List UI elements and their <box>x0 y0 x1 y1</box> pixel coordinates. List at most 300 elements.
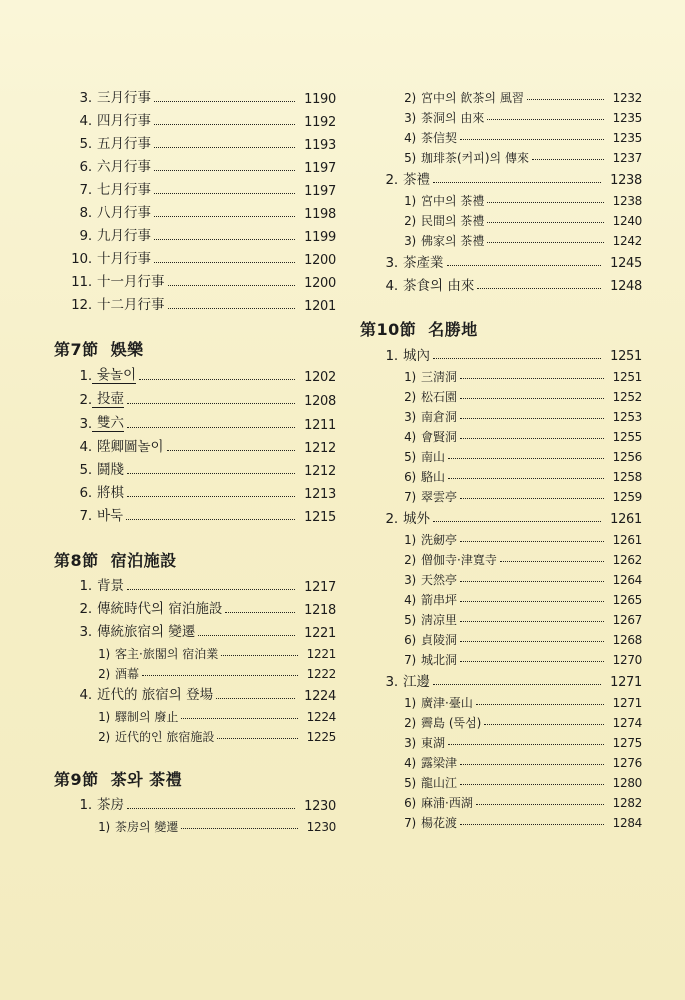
entry-title: 駱山 <box>421 470 446 484</box>
entry-number: 1. <box>79 578 92 594</box>
dot-leader <box>433 357 601 359</box>
dot-leader <box>154 215 295 217</box>
entry-number: 12. <box>71 297 92 313</box>
toc-entry[interactable] <box>52 668 336 680</box>
entry-page-number: 1202 <box>304 369 336 385</box>
entry-number: 1. <box>385 347 398 364</box>
entry-title: 珈琲茶(커피)의 傳來 <box>421 151 529 165</box>
toc-entry[interactable] <box>52 799 336 813</box>
entry-number: 3) <box>404 111 416 125</box>
entry-page-number: 1213 <box>304 486 336 502</box>
entry-title: 城內 <box>403 347 430 364</box>
toc-entry[interactable] <box>52 115 336 129</box>
dot-leader <box>198 634 295 636</box>
entry-number: 7) <box>404 490 416 504</box>
toc-entry[interactable] <box>52 711 336 723</box>
entry-page-number: 1251 <box>612 370 642 384</box>
entry-page-number: 1225 <box>306 729 336 744</box>
entry-number: 4) <box>404 756 416 770</box>
entry-number: 2) <box>404 91 416 105</box>
dot-leader <box>487 221 604 223</box>
entry-title: 十二月行事 <box>97 297 165 313</box>
toc-entry[interactable] <box>358 132 642 144</box>
entry-number: 3) <box>404 736 416 750</box>
section-title: 名勝地 <box>428 320 478 339</box>
toc-entry[interactable] <box>52 184 336 198</box>
entry-page-number: 1215 <box>304 509 336 525</box>
dot-leader <box>460 783 604 785</box>
toc-entry[interactable] <box>358 215 642 227</box>
dot-leader <box>433 520 601 522</box>
toc-entry[interactable] <box>52 689 336 703</box>
entry-title: 麻浦·西湖 <box>421 796 473 810</box>
entry-page-number: 1224 <box>304 688 336 704</box>
entry-number: 2) <box>404 716 416 730</box>
toc-entry[interactable] <box>358 554 642 566</box>
entry-number: 1) <box>404 696 416 710</box>
toc-entry[interactable] <box>358 594 642 606</box>
dot-leader <box>476 803 604 805</box>
entry-page-number: 1208 <box>304 393 336 409</box>
toc-entry[interactable] <box>358 277 642 294</box>
dot-leader <box>487 118 604 120</box>
entry-title: 驛制의 廢止 <box>115 709 179 724</box>
entry-number: 1. <box>79 368 92 384</box>
entry-title: 廣津·臺山 <box>421 696 473 710</box>
toc-entry[interactable] <box>52 626 336 640</box>
entry-number: 4. <box>79 113 92 129</box>
toc-entry[interactable] <box>358 195 642 207</box>
entry-number: 3. <box>385 254 398 271</box>
dot-leader <box>154 169 295 171</box>
entry-number: 4. <box>79 439 92 455</box>
toc-entry[interactable] <box>358 491 642 503</box>
toc-entry[interactable] <box>358 235 642 247</box>
toc-entry[interactable] <box>52 299 336 313</box>
entry-title: 江邊 <box>403 673 430 690</box>
section-heading <box>358 317 642 340</box>
entry-number: 4) <box>404 131 416 145</box>
entry-title: 客主·旅閣의 宿泊業 <box>115 646 219 661</box>
dot-leader <box>142 674 298 676</box>
entry-number: 1. <box>79 797 92 813</box>
dot-leader <box>225 611 295 613</box>
entry-title: 三月行事 <box>97 90 151 106</box>
toc-entry[interactable] <box>358 431 642 443</box>
dot-leader <box>221 654 298 656</box>
entry-title: 酒幕 <box>115 666 140 681</box>
entry-title: 四月行事 <box>97 113 151 129</box>
dot-leader <box>460 763 604 765</box>
entry-number: 11. <box>71 274 92 290</box>
section-number: 第10節 <box>360 320 417 339</box>
entry-page-number: 1197 <box>304 183 336 199</box>
section-number: 第9節 <box>54 769 99 789</box>
entry-title: 翠雲亭 <box>421 490 458 504</box>
entry-page-number: 1224 <box>306 709 336 724</box>
toc-entry[interactable] <box>358 92 642 104</box>
entry-number: 7) <box>404 653 416 667</box>
toc-entry[interactable] <box>52 464 336 478</box>
dot-leader <box>217 737 298 739</box>
entry-number: 3. <box>79 416 92 432</box>
entry-title: 貞陵洞 <box>421 633 458 647</box>
entry-page-number: 1264 <box>612 573 642 587</box>
entry-page-number: 1259 <box>612 490 642 504</box>
entry-number: 7) <box>404 816 416 830</box>
entry-page-number: 1197 <box>304 160 336 176</box>
entry-title: 露梁津 <box>421 756 458 770</box>
dot-leader <box>154 238 295 240</box>
toc-entry[interactable] <box>52 230 336 244</box>
toc-entry[interactable] <box>358 777 642 789</box>
entry-number: 1) <box>98 819 110 834</box>
toc-entry[interactable] <box>358 614 642 626</box>
entry-page-number: 1193 <box>304 137 336 153</box>
section-heading <box>52 767 336 790</box>
entry-number: 6) <box>404 796 416 810</box>
section-number: 第8節 <box>54 550 99 570</box>
entry-number: 4. <box>79 687 92 703</box>
entry-page-number: 1212 <box>304 463 336 479</box>
dot-leader <box>460 437 604 439</box>
entry-page-number: 1230 <box>306 819 336 834</box>
entry-number: 2) <box>98 729 110 744</box>
entry-number: 2. <box>79 392 92 408</box>
entry-page-number: 1222 <box>306 666 336 681</box>
entry-title: 鬪牋 <box>97 462 124 478</box>
entry-page-number: 1221 <box>306 646 336 661</box>
entry-page-number: 1258 <box>612 470 642 484</box>
entry-page-number: 1232 <box>612 91 642 105</box>
dot-leader <box>460 397 604 399</box>
section-title: 宿泊施設 <box>110 550 177 570</box>
toc-entry[interactable] <box>52 648 336 660</box>
dot-leader <box>476 703 604 705</box>
entry-title: 八月行事 <box>97 205 151 221</box>
entry-number: 3) <box>404 410 416 424</box>
entry-number: 3. <box>79 90 92 106</box>
dot-leader <box>127 402 295 404</box>
toc-entry[interactable] <box>358 451 642 463</box>
toc-entry[interactable] <box>358 574 642 586</box>
entry-title: 投壺 <box>92 393 124 408</box>
entry-number: 5) <box>404 151 416 165</box>
entry-page-number: 1282 <box>612 796 642 810</box>
entry-page-number: 1271 <box>610 675 642 690</box>
entry-page-number: 1276 <box>612 756 642 770</box>
dot-leader <box>460 640 604 642</box>
entry-page-number: 1200 <box>304 275 336 291</box>
entry-page-number: 1242 <box>612 234 642 248</box>
section-heading <box>52 548 336 571</box>
entry-title: 三淸洞 <box>421 370 458 384</box>
dot-leader <box>448 477 604 479</box>
entry-title: 將棋 <box>97 485 124 501</box>
entry-title: 六月行事 <box>97 159 151 175</box>
toc-columns <box>52 92 642 833</box>
dot-leader <box>127 807 295 809</box>
entry-title: 茶信契 <box>421 131 458 145</box>
entry-title: 茶洞의 由來 <box>421 111 485 125</box>
entry-title: 五月行事 <box>97 136 151 152</box>
entry-title: 茶房의 變遷 <box>115 819 179 834</box>
entry-page-number: 1284 <box>612 816 642 830</box>
dot-leader <box>460 540 604 542</box>
entry-number: 3. <box>79 624 92 640</box>
entry-title: 天然亭 <box>421 573 458 587</box>
toc-entry[interactable] <box>358 391 642 403</box>
entry-page-number: 1211 <box>304 417 336 433</box>
entry-page-number: 1275 <box>612 736 642 750</box>
toc-entry[interactable] <box>358 534 642 546</box>
entry-number: 1) <box>404 370 416 384</box>
entry-page-number: 1238 <box>612 194 642 208</box>
entry-number: 10. <box>71 251 92 267</box>
entry-number: 7. <box>79 182 92 198</box>
toc-entry[interactable] <box>52 441 336 455</box>
entry-title: 洗劒亭 <box>421 533 458 547</box>
entry-page-number: 1221 <box>304 625 336 641</box>
entry-title: 雙六 <box>92 417 124 432</box>
entry-page-number: 1262 <box>612 553 642 567</box>
dot-leader <box>527 98 604 100</box>
dot-leader <box>484 723 604 725</box>
dot-leader <box>460 580 604 582</box>
entry-page-number: 1248 <box>610 279 642 294</box>
entry-page-number: 1270 <box>612 653 642 667</box>
toc-column-left <box>52 92 336 833</box>
entry-number: 3) <box>404 234 416 248</box>
toc-entry[interactable] <box>358 254 642 271</box>
entry-number: 1) <box>98 709 110 724</box>
toc-entry[interactable] <box>358 112 642 124</box>
entry-number: 3. <box>385 673 398 690</box>
entry-number: 2) <box>404 390 416 404</box>
toc-entry[interactable] <box>358 673 642 690</box>
entry-title: 바둑 <box>97 508 124 524</box>
entry-page-number: 1252 <box>612 390 642 404</box>
dot-leader <box>181 827 298 829</box>
entry-title: 近代的 旅宿의 登場 <box>97 687 214 703</box>
toc-entry[interactable] <box>358 471 642 483</box>
entry-page-number: 1200 <box>304 252 336 268</box>
dot-leader <box>139 378 295 380</box>
section-title: 娛樂 <box>110 339 144 359</box>
dot-leader <box>127 588 295 590</box>
entry-title: 南山 <box>421 450 446 464</box>
toc-entry[interactable] <box>52 821 336 833</box>
entry-title: 東湖 <box>421 736 446 750</box>
entry-page-number: 1245 <box>610 256 642 271</box>
entry-title: 宮中의 茶禮 <box>421 194 485 208</box>
entry-title: 箭串坪 <box>421 593 458 607</box>
toc-entry[interactable] <box>52 276 336 290</box>
entry-title: 城北洞 <box>421 653 458 667</box>
entry-page-number: 1255 <box>612 430 642 444</box>
dot-leader <box>168 284 296 286</box>
toc-entry[interactable] <box>358 347 642 364</box>
dot-leader <box>460 417 604 419</box>
entry-number: 6) <box>404 470 416 484</box>
entry-title: 윷놀이 <box>92 369 136 384</box>
entry-number: 5) <box>404 450 416 464</box>
entry-title: 南倉洞 <box>421 410 458 424</box>
toc-entry[interactable] <box>52 580 336 594</box>
entry-page-number: 1218 <box>304 602 336 618</box>
entry-number: 2. <box>79 601 92 617</box>
entry-page-number: 1237 <box>612 151 642 165</box>
toc-entry[interactable] <box>52 207 336 221</box>
toc-entry[interactable] <box>358 654 642 666</box>
entry-title: 龍山江 <box>421 776 458 790</box>
entry-page-number: 1261 <box>610 512 642 527</box>
dot-leader <box>433 683 601 685</box>
entry-page-number: 1271 <box>612 696 642 710</box>
section-heading <box>52 337 336 360</box>
dot-leader <box>168 307 296 309</box>
entry-page-number: 1230 <box>304 798 336 814</box>
entry-title: 僧伽寺·津寬寺 <box>421 553 497 567</box>
entry-number: 5) <box>404 776 416 790</box>
entry-title: 茶產業 <box>403 254 444 271</box>
toc-column-right <box>358 92 642 833</box>
entry-title: 會賢洞 <box>421 430 458 444</box>
dot-leader <box>532 158 604 160</box>
toc-entry[interactable] <box>52 731 336 743</box>
entry-number: 8. <box>79 205 92 221</box>
entry-page-number: 1274 <box>612 716 642 730</box>
toc-entry[interactable] <box>52 253 336 267</box>
toc-entry[interactable] <box>358 510 642 527</box>
entry-title: 傳統旅宿의 變遷 <box>97 624 196 640</box>
entry-page-number: 1261 <box>612 533 642 547</box>
dot-leader <box>460 620 604 622</box>
entry-page-number: 1253 <box>612 410 642 424</box>
entry-page-number: 1235 <box>612 131 642 145</box>
entry-title: 近代的인 旅宿施設 <box>115 729 215 744</box>
toc-entry[interactable] <box>52 369 336 384</box>
entry-title: 松石園 <box>421 390 458 404</box>
entry-title: 佛家의 茶禮 <box>421 234 485 248</box>
dot-leader <box>460 660 604 662</box>
dot-leader <box>477 287 601 289</box>
entry-number: 6. <box>79 485 92 501</box>
toc-entry[interactable] <box>358 411 642 423</box>
dot-leader <box>154 146 295 148</box>
entry-page-number: 1256 <box>612 450 642 464</box>
toc-entry[interactable] <box>52 92 336 106</box>
dot-leader <box>460 497 604 499</box>
entry-number: 4) <box>404 593 416 607</box>
dot-leader <box>216 697 295 699</box>
entry-number: 1) <box>98 646 110 661</box>
entry-number: 5. <box>79 462 92 478</box>
dot-leader <box>460 823 604 825</box>
dot-leader <box>167 449 295 451</box>
toc-entry[interactable] <box>358 697 642 709</box>
entry-number: 2. <box>385 171 398 188</box>
dot-leader <box>154 192 295 194</box>
dot-leader <box>181 717 298 719</box>
entry-title: 茶禮 <box>403 171 430 188</box>
toc-entry[interactable] <box>52 417 336 432</box>
entry-number: 6. <box>79 159 92 175</box>
dot-leader <box>500 560 604 562</box>
dot-leader <box>154 261 295 263</box>
entry-title: 十一月行事 <box>97 274 165 290</box>
toc-entry[interactable] <box>52 393 336 408</box>
dot-leader <box>127 472 295 474</box>
entry-title: 十月行事 <box>97 251 151 267</box>
toc-entry[interactable] <box>52 510 336 524</box>
toc-entry[interactable] <box>358 717 642 729</box>
entry-page-number: 1217 <box>304 579 336 595</box>
entry-number: 1) <box>404 194 416 208</box>
entry-page-number: 1251 <box>610 349 642 364</box>
dot-leader <box>127 495 295 497</box>
toc-entry[interactable] <box>358 171 642 188</box>
toc-entry[interactable] <box>52 603 336 617</box>
dot-leader <box>487 241 604 243</box>
toc-entry[interactable] <box>358 797 642 809</box>
dot-leader <box>460 377 604 379</box>
entry-title: 城外 <box>403 510 430 527</box>
entry-number: 3) <box>404 573 416 587</box>
entry-page-number: 1238 <box>610 173 642 188</box>
toc-entry[interactable] <box>358 152 642 164</box>
toc-entry[interactable] <box>358 737 642 749</box>
entry-title: 九月行事 <box>97 228 151 244</box>
entry-title: 楊花渡 <box>421 816 458 830</box>
entry-number: 4. <box>385 277 398 294</box>
entry-page-number: 1198 <box>304 206 336 222</box>
entry-number: 2. <box>385 510 398 527</box>
toc-entry[interactable] <box>52 138 336 152</box>
entry-page-number: 1267 <box>612 613 642 627</box>
toc-entry[interactable] <box>52 487 336 501</box>
entry-page-number: 1190 <box>304 91 336 107</box>
entry-number: 7. <box>79 508 92 524</box>
toc-entry[interactable] <box>358 757 642 769</box>
entry-title: 茶食의 由來 <box>403 277 475 294</box>
dot-leader <box>487 201 604 203</box>
dot-leader <box>127 426 295 428</box>
entry-number: 2) <box>98 666 110 681</box>
entry-title: 宮中의 飮茶의 風習 <box>421 91 524 105</box>
entry-title: 民間의 茶禮 <box>421 214 485 228</box>
dot-leader <box>154 123 295 125</box>
dot-leader <box>448 743 604 745</box>
toc-entry[interactable] <box>52 161 336 175</box>
entry-page-number: 1240 <box>612 214 642 228</box>
dot-leader <box>448 457 604 459</box>
entry-title: 陞卿圖놀이 <box>97 439 164 455</box>
toc-entry[interactable] <box>358 817 642 829</box>
entry-number: 1) <box>404 533 416 547</box>
entry-title: 霽島 (뚝섬) <box>421 716 482 730</box>
entry-number: 4) <box>404 430 416 444</box>
entry-number: 5. <box>79 136 92 152</box>
entry-title: 七月行事 <box>97 182 151 198</box>
toc-entry[interactable] <box>358 371 642 383</box>
entry-title: 淸凉里 <box>421 613 458 627</box>
toc-entry[interactable] <box>358 634 642 646</box>
dot-leader <box>460 138 604 140</box>
entry-number: 5) <box>404 613 416 627</box>
entry-page-number: 1201 <box>304 298 336 314</box>
dot-leader <box>126 518 295 520</box>
